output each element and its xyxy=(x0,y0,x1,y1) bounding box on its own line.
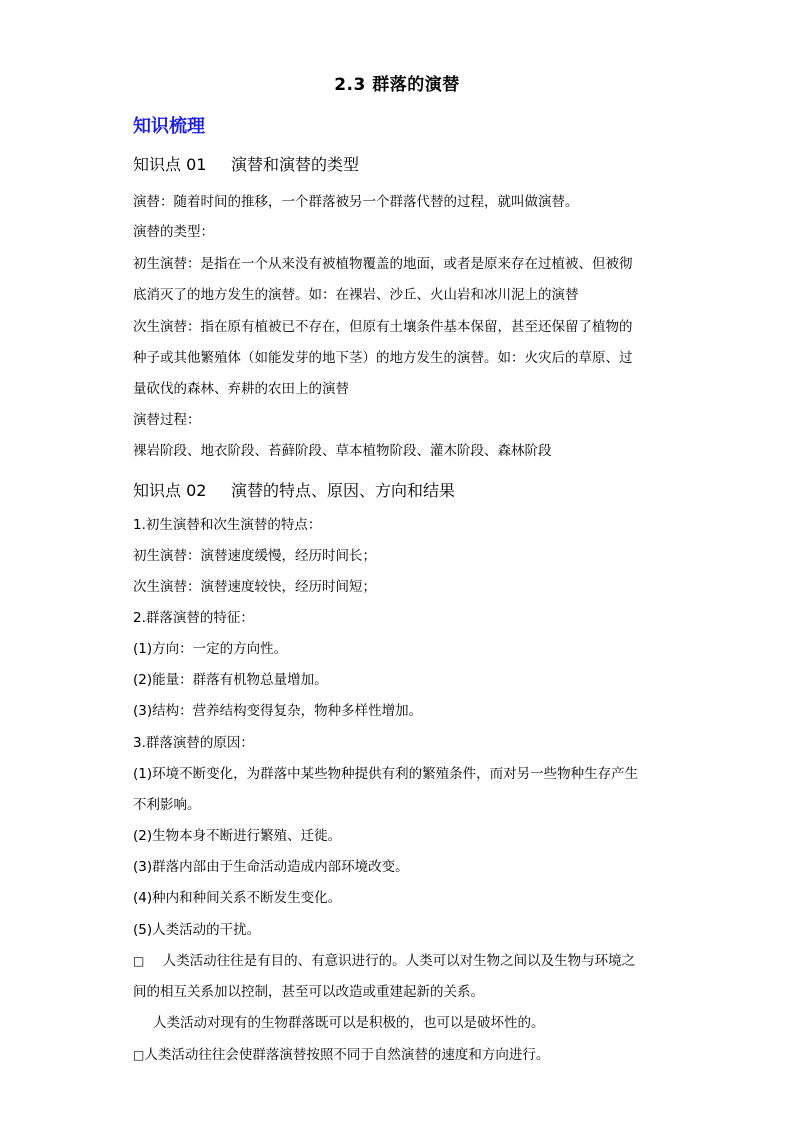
bullet-text: 人类活动往往会使群落演替按照不同于自然演替的速度和方向进行。 xyxy=(144,1047,550,1063)
paragraph-line: 演替的类型： xyxy=(133,224,214,240)
paragraph-line: 种子或其他繁殖体（如能发芽的地下茎）的地方发生的演替。如：火灾后的草原、过 xyxy=(133,350,633,366)
paragraph-line: (3)群落内部由于生命活动造成内部环境改变。 xyxy=(133,859,409,875)
kp2-number: 知识点 02 xyxy=(133,481,207,500)
paragraph-line: 裸岩阶段、地衣阶段、苔藓阶段、草本植物阶段、灌木阶段、森林阶段 xyxy=(133,443,552,459)
paragraph-line: (3)结构：营养结构变得复杂，物种多样性增加。 xyxy=(133,703,423,719)
paragraph-line: 量砍伐的森林、弃耕的农田上的演替 xyxy=(133,381,349,397)
knowledge-point-2-heading xyxy=(133,478,455,501)
paragraph-line: (4)种内和种间关系不断发生变化。 xyxy=(133,890,342,906)
knowledge-point-1-heading xyxy=(133,152,359,175)
paragraph-line: (2)能量：群落有机物总量增加。 xyxy=(133,672,328,688)
paragraph-line: 次生演替：指在原有植被已不存在，但原有土壤条件基本保留，甚至还保留了植物的 xyxy=(133,319,633,335)
paragraph-line: 初生演替：是指在一个从来没有被植物覆盖的地面，或者是原来存在过植被、但被彻 xyxy=(133,256,633,272)
paragraph-line: (2)生物本身不断进行繁殖、迁徙。 xyxy=(133,828,342,844)
paragraph-line: 底消灭了的地方发生的演替。如：在裸岩、沙丘、火山岩和冰川泥上的演替 xyxy=(133,287,579,303)
bullet-box-icon: □ xyxy=(133,954,145,968)
paragraph-line: 2.群落演替的特征： xyxy=(133,610,254,626)
paragraph-line: 3.群落演替的原因： xyxy=(133,735,254,751)
paragraph-line: 演替过程： xyxy=(133,412,201,428)
paragraph-line: 不利影响。 xyxy=(133,797,201,813)
bullet-text: 人类活动往往是有目的、有意识进行的。人类可以对生物之间以及生物与环境之 xyxy=(162,953,636,969)
page-title: 2.3 群落的演替 xyxy=(334,75,460,95)
paragraph-line: 1.初生演替和次生演替的特点： xyxy=(133,517,322,533)
kp1-number: 知识点 01 xyxy=(133,155,207,174)
bullet-line xyxy=(133,951,635,971)
paragraph-line: 初生演替：演替速度缓慢，经历时间长； xyxy=(133,548,376,564)
paragraph-line: (5)人类活动的干扰。 xyxy=(133,922,261,938)
kp1-title: 演替和演替的类型 xyxy=(231,155,360,174)
bullet-box-icon: □ xyxy=(133,1048,145,1062)
paragraph-line: 次生演替：演替速度较快，经历时间短； xyxy=(133,579,376,595)
indented-line: 人类活动对现有的生物群落既可以是积极的，也可以是破坏性的。 xyxy=(153,1015,545,1031)
kp2-title: 演替的特点、原因、方向和结果 xyxy=(231,481,456,500)
paragraph-line: (1)环境不断变化，为群落中某些物种提供有利的繁殖条件，而对另一些物种生存产生 xyxy=(133,766,639,782)
bullet-line xyxy=(133,1045,549,1065)
paragraph-line: 间的相互关系加以控制，甚至可以改造或重建起新的关系。 xyxy=(133,984,484,1000)
paragraph-line: (1)方向：一定的方向性。 xyxy=(133,641,288,657)
section-heading: 知识梳理 xyxy=(133,116,205,137)
paragraph-line: 演替：随着时间的推移，一个群落被另一个群落代替的过程，就叫做演替。 xyxy=(133,194,579,210)
